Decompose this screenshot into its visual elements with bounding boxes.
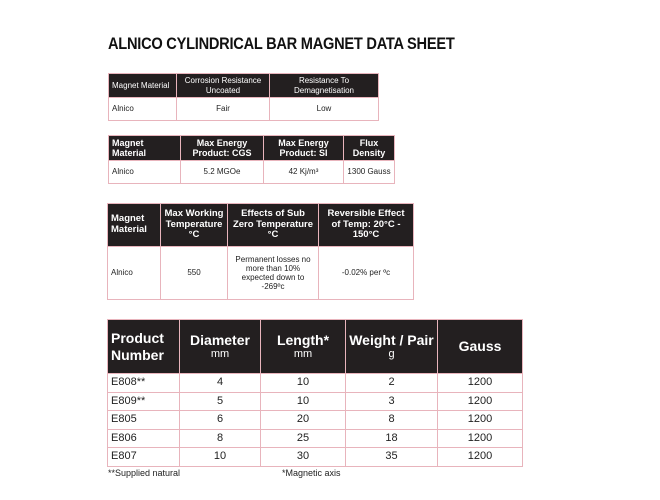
table-cell: E806 [108,429,180,448]
table-row [108,392,523,411]
column-header [177,74,270,98]
table-cell: 1200 [438,411,523,430]
column-label: Magnet Material [112,137,147,158]
column-label: Max Working Temperature °C [164,207,224,241]
column-header [108,204,161,247]
column-label: Magnet Material [111,213,147,235]
column-header [344,136,395,161]
table-cell: 550 [161,247,228,300]
table-cell: E808** [108,374,180,393]
table-cell: 18 [346,429,438,448]
table-row [108,411,523,430]
column-header [108,320,180,374]
table-row [109,161,395,184]
page-title: ALNICO CYLINDRICAL BAR MAGNET DATA SHEET [108,34,455,53]
footnote-axis: *Magnetic axis [282,468,341,478]
table-cell: 5 [180,392,261,411]
table-cell: 25 [261,429,346,448]
column-header [109,136,181,161]
table-cell: 10 [261,374,346,393]
table-cell: Alnico [109,161,181,184]
column-header [181,136,264,161]
table-cell: Alnico [109,98,177,121]
column-unit: g [388,348,395,361]
table-cell: E805 [108,411,180,430]
footnote-natural: **Supplied natural [108,468,181,478]
table-cell: 42 Kj/m³ [264,161,344,184]
table-row [108,247,414,300]
column-label: Magnet Material [112,80,170,90]
column-header [264,136,344,161]
table-cell: 1200 [438,392,523,411]
temperature-table [107,203,414,300]
column-label: Effects of Sub Zero Temperature °C [232,207,314,241]
table-row [108,374,523,393]
energy-table [108,135,395,184]
table-cell: 10 [261,392,346,411]
table-cell: 30 [261,448,346,467]
table-cell: 5.2 MGOe [181,161,264,184]
table-cell: Alnico [108,247,161,300]
table-row [108,429,523,448]
column-unit: mm [293,348,313,361]
header-row [108,320,523,374]
table-cell: Fair [177,98,270,121]
table-cell: E807 [108,448,180,467]
column-header [346,320,438,374]
table-cell: 1300 Gauss [344,161,395,184]
table-row [109,98,379,121]
table-cell: 8 [180,429,261,448]
column-label: Resistance To Demagnetisation [293,76,355,95]
table-cell: 1200 [438,374,523,393]
column-header [161,204,228,247]
header-row [109,74,379,98]
table-cell: 1200 [438,429,523,448]
column-label: Corrosion Resistance Uncoated [184,76,262,95]
product-table [107,319,523,467]
column-label: Max Energy Product: SI [278,137,329,158]
table-cell: 2 [346,374,438,393]
column-header [180,320,261,374]
table-cell: 8 [346,411,438,430]
header-row [108,204,414,247]
column-label: Reversible Effect of Temp: 20°C - 150°C [327,207,405,241]
table-cell: Low [270,98,379,121]
header-row [109,136,395,161]
table-cell: 6 [180,411,261,430]
column-label: Diameter [190,332,250,349]
table-cell: 4 [180,374,261,393]
table-cell: Permanent losses no more than 10% expected down to -269ºc [228,247,319,300]
column-header [319,204,414,247]
table-row [108,448,523,467]
table-cell: 3 [346,392,438,411]
column-label: Max Energy Product: CGS [192,137,252,158]
column-label: Flux Density [352,137,386,158]
column-unit: mm [210,348,230,361]
table-cell: E809** [108,392,180,411]
column-header [109,74,177,98]
column-label: Length* [276,332,330,349]
table-cell: 20 [261,411,346,430]
column-header [228,204,319,247]
column-header [261,320,346,374]
table-cell: 35 [346,448,438,467]
table-cell: 10 [180,448,261,467]
column-label: Product Number [111,330,164,363]
table-cell: -0.02% per ºc [319,247,414,300]
table-cell: 1200 [438,448,523,467]
column-label: Gauss [458,338,502,355]
column-header [270,74,379,98]
corrosion-table [108,73,379,121]
column-header [438,320,523,374]
column-label: Weight / Pair [349,332,434,349]
